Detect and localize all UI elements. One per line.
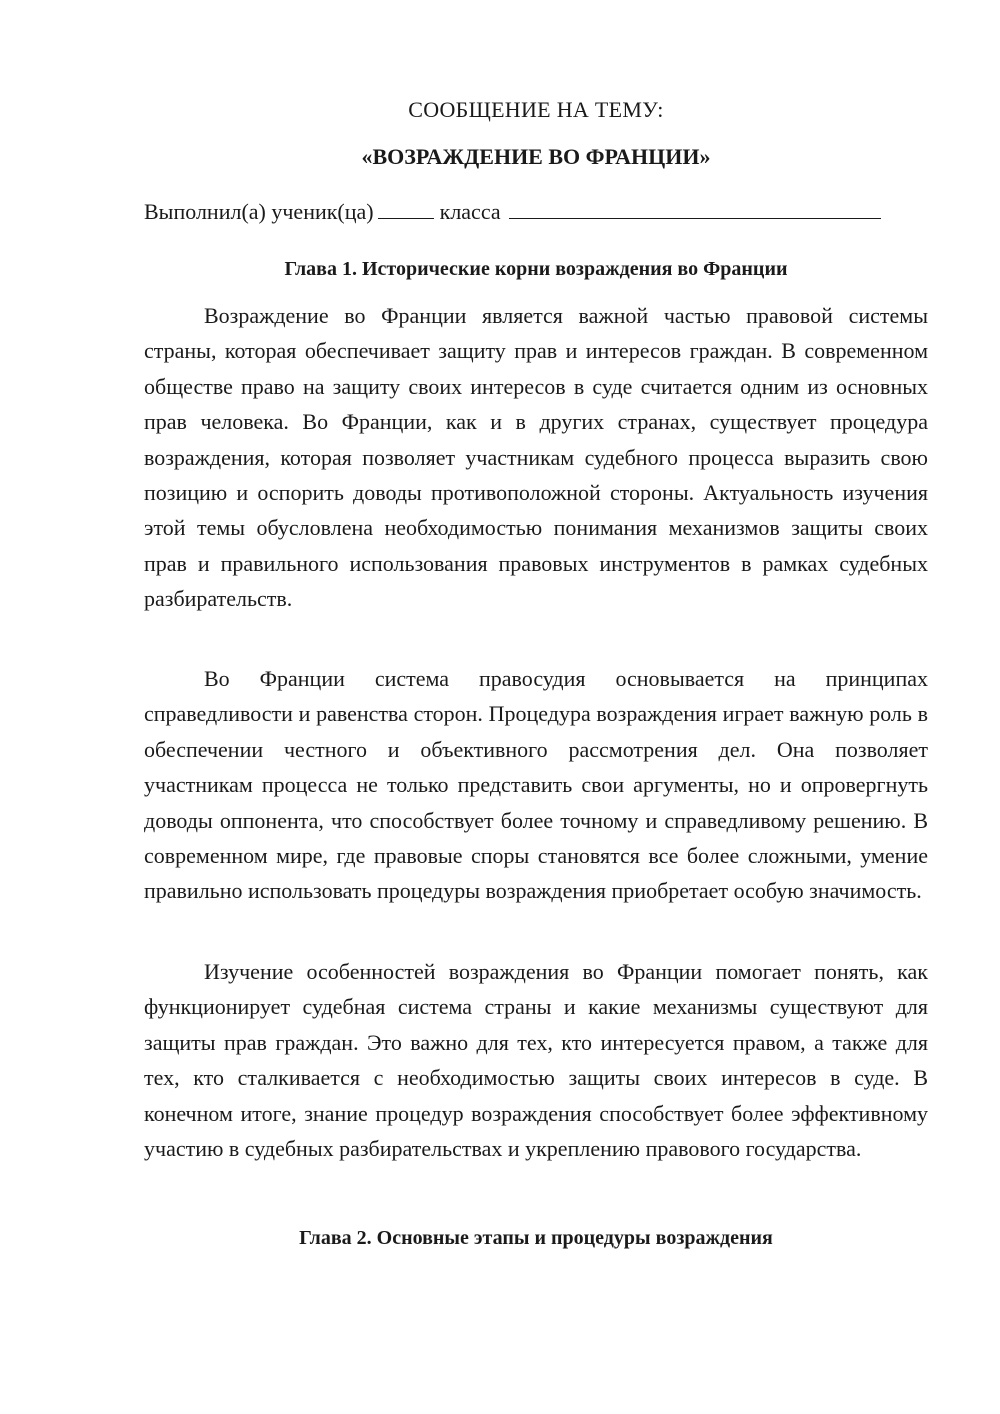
document-title-line-1: СООБЩЕНИЕ НА ТЕМУ: <box>408 97 664 122</box>
student-name-blank <box>378 198 434 219</box>
class-label: класса <box>439 199 501 224</box>
document-title-line-2: «ВОЗРАЖДЕНИЕ ВО ФРАНЦИИ» <box>361 144 711 169</box>
author-label: Выполнил(а) ученик(ца) <box>144 199 374 224</box>
chapter-1-heading: Глава 1. Исторические корни возраждения во Франции <box>284 258 788 280</box>
chapter-1-paragraph-3: Изучение особенностей возраждения во Франции помогает понять, как функционирует судебная система страны и какие механизмы существуют для защиты прав граждан. Это важно для тех, кто интересуется правом, а также для тех, кто сталкивается с необходимостью защиты своих интересов в суде. В конечном итоге, знание процедур возраждения способствует более эффективному участию в судебных разбирательствах и укреплению правового государства. <box>144 959 928 1162</box>
chapter-1-paragraph-1: Возраждение во Франции является важной частью правовой системы страны, которая обеспечивает защиту прав и интересов граждан. В современном обществе право на защиту своих интересов в суде считается одним из основных прав человека. Во Франции, как и в других странах, существует процедура возраждения, которая позволяет участникам судебного процесса выразить свою позицию и оспорить доводы противоположной стороны. Актуальность изучения этой темы обусловлена необходимостью понимания механизмов защиты своих прав и правильного использования правовых инструментов в рамках судебных разбирательств. <box>144 303 928 612</box>
chapter-1-paragraph-2: Во Франции система правосудия основывается на принципах справедливости и равенства сторон. Процедура возраждения играет важную роль в обеспечении честного и объективного рассмотрения дел. Она позволяет участникам процесса не только представить свои аргументы, но и опровергнуть доводы оппонента, что способствует более точному и справедливому решению. В современном мире, где правовые споры становятся все более сложными, умение правильно использовать процедуры возраждения приобретает особую значимость. <box>144 666 928 904</box>
chapter-2-heading: Глава 2. Основные этапы и процедуры возраждения <box>299 1227 773 1249</box>
author-line <box>144 198 928 226</box>
class-blank <box>509 198 881 219</box>
